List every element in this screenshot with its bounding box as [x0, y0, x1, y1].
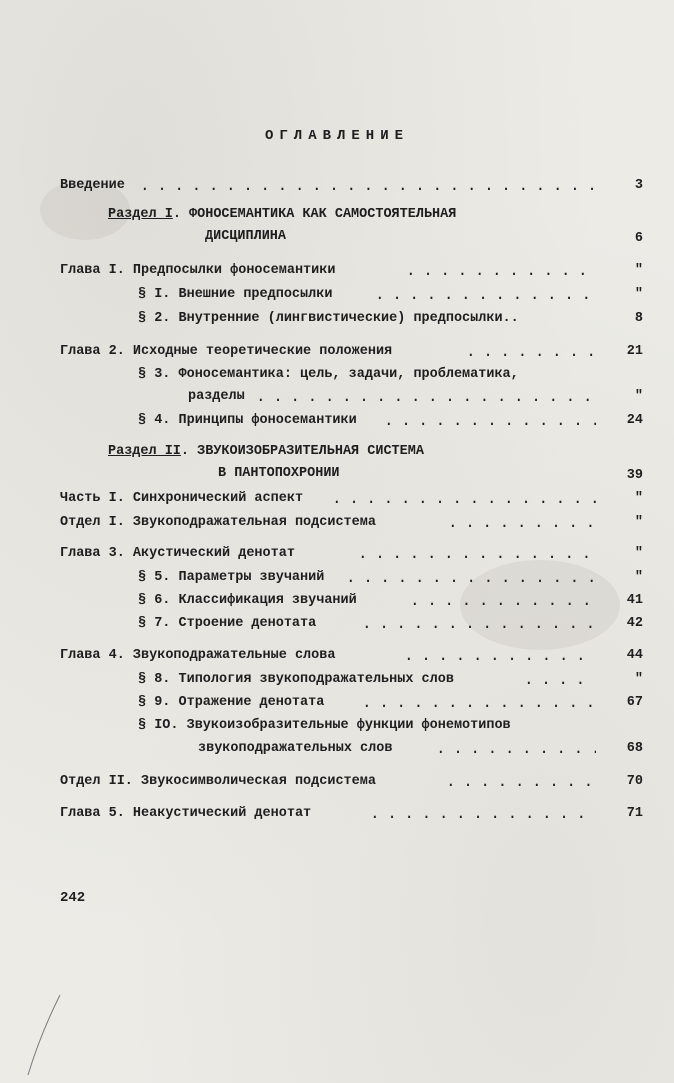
toc-entry: Глава 5. Неакустический денотат — [60, 806, 312, 821]
toc-leader-dots — [362, 615, 596, 633]
toc-page-number: 21 — [626, 344, 643, 359]
pencil-mark — [20, 990, 80, 1080]
toc-entry-cont: звукоподражательных слов — [198, 741, 393, 756]
toc-page-number: " — [634, 570, 643, 585]
toc-page-number: 71 — [626, 806, 643, 821]
toc-section-heading-cont: ДИСЦИПЛИНА — [205, 229, 287, 244]
toc-page-number: 8 — [634, 311, 643, 326]
toc-entry: Глава I. Предпосылки фоносемантики — [60, 263, 336, 278]
toc-page-number: 67 — [626, 695, 643, 710]
toc-page-number: 6 — [634, 231, 643, 246]
toc-section-heading — [108, 443, 424, 461]
toc-leader-dots — [524, 671, 596, 689]
toc-entry-cont: разделы — [188, 389, 245, 404]
toc-leader-dots — [370, 805, 596, 823]
toc-page-number: " — [634, 389, 643, 404]
toc-page-number: " — [634, 287, 643, 302]
section-label: Раздел II — [108, 444, 181, 459]
toc-leader-dots — [446, 773, 596, 791]
toc-title: ОГЛАВЛЕНИЕ — [264, 128, 409, 144]
toc-entry: § 2. Внутренние (лингвистические) предпосылки.. — [138, 311, 519, 326]
toc-page-number: 39 — [626, 468, 643, 483]
toc-page-number: 70 — [626, 774, 643, 789]
toc-page-number: " — [634, 515, 643, 530]
toc-page-number: " — [634, 672, 643, 687]
toc-section-heading-cont: В ПАНТОПОХРОНИИ — [218, 466, 340, 481]
toc-leader-dots — [384, 412, 596, 430]
toc-entry: Часть I. Синхронический аспект — [60, 491, 304, 506]
section-label: Раздел I — [108, 207, 173, 222]
toc-page-number: 42 — [626, 616, 643, 631]
toc-page-number: 3 — [634, 178, 643, 193]
toc-page-number: 68 — [626, 741, 643, 756]
toc-entry: § 8. Типология звукоподражательных слов — [138, 672, 454, 687]
toc-entry: Глава 4. Звукоподражательные слова — [60, 648, 336, 663]
toc-leader-dots — [375, 286, 596, 304]
toc-entry: § I. Внешние предпосылки — [138, 287, 333, 302]
toc-entry: § 9. Отражение денотата — [138, 695, 325, 710]
toc-entry: § 3. Фоносемантика: цель, задачи, проблематика, — [138, 367, 519, 382]
toc-page-number: " — [634, 491, 643, 506]
toc-page-number: 41 — [626, 593, 643, 608]
toc-entry: Отдел I. Звукоподражательная подсистема — [60, 515, 376, 530]
toc-leader-dots — [404, 647, 596, 665]
toc-entry: § 6. Классификация звучаний — [138, 593, 357, 608]
toc-page-number: 24 — [626, 413, 643, 428]
toc-entry: § IO. Звукоизобразительные функции фонемотипов — [138, 718, 511, 733]
toc-leader-dots — [346, 569, 596, 587]
toc-leader-dots — [436, 740, 596, 758]
toc-leader-dots — [362, 694, 596, 712]
toc-entry: § 4. Принципы фоносемантики — [138, 413, 357, 428]
section-title: . ФОНОСЕМАНТИКА КАК САМОСТОЯТЕЛЬНАЯ — [172, 207, 457, 222]
toc-leader-dots — [332, 490, 596, 508]
toc-leader-dots — [140, 177, 595, 195]
toc-page-number: 44 — [626, 648, 643, 663]
toc-leader-dots — [448, 514, 596, 532]
toc-entry: § 7. Строение денотата — [138, 616, 317, 631]
toc-leader-dots — [410, 592, 596, 610]
section-title: . ЗВУКОИЗОБРАЗИТЕЛЬНАЯ СИСТЕМА — [180, 444, 424, 459]
toc-section-heading — [108, 206, 456, 224]
toc-leader-dots — [466, 343, 596, 361]
toc-leader-dots — [358, 545, 596, 563]
toc-page-number: " — [634, 263, 643, 278]
toc-entry: § 5. Параметры звучаний — [138, 570, 325, 585]
toc-leader-dots — [406, 262, 596, 280]
toc-entry: Отдел II. Звукосимволическая подсистема — [60, 774, 376, 789]
toc-leader-dots — [256, 388, 596, 406]
toc-entry-intro: Введение — [60, 178, 125, 193]
toc-entry: Глава 3. Акустический денотат — [60, 546, 295, 561]
toc-entry: Глава 2. Исходные теоретические положения — [60, 344, 393, 359]
toc-page-number: " — [634, 546, 643, 561]
page-number: 242 — [60, 890, 86, 906]
